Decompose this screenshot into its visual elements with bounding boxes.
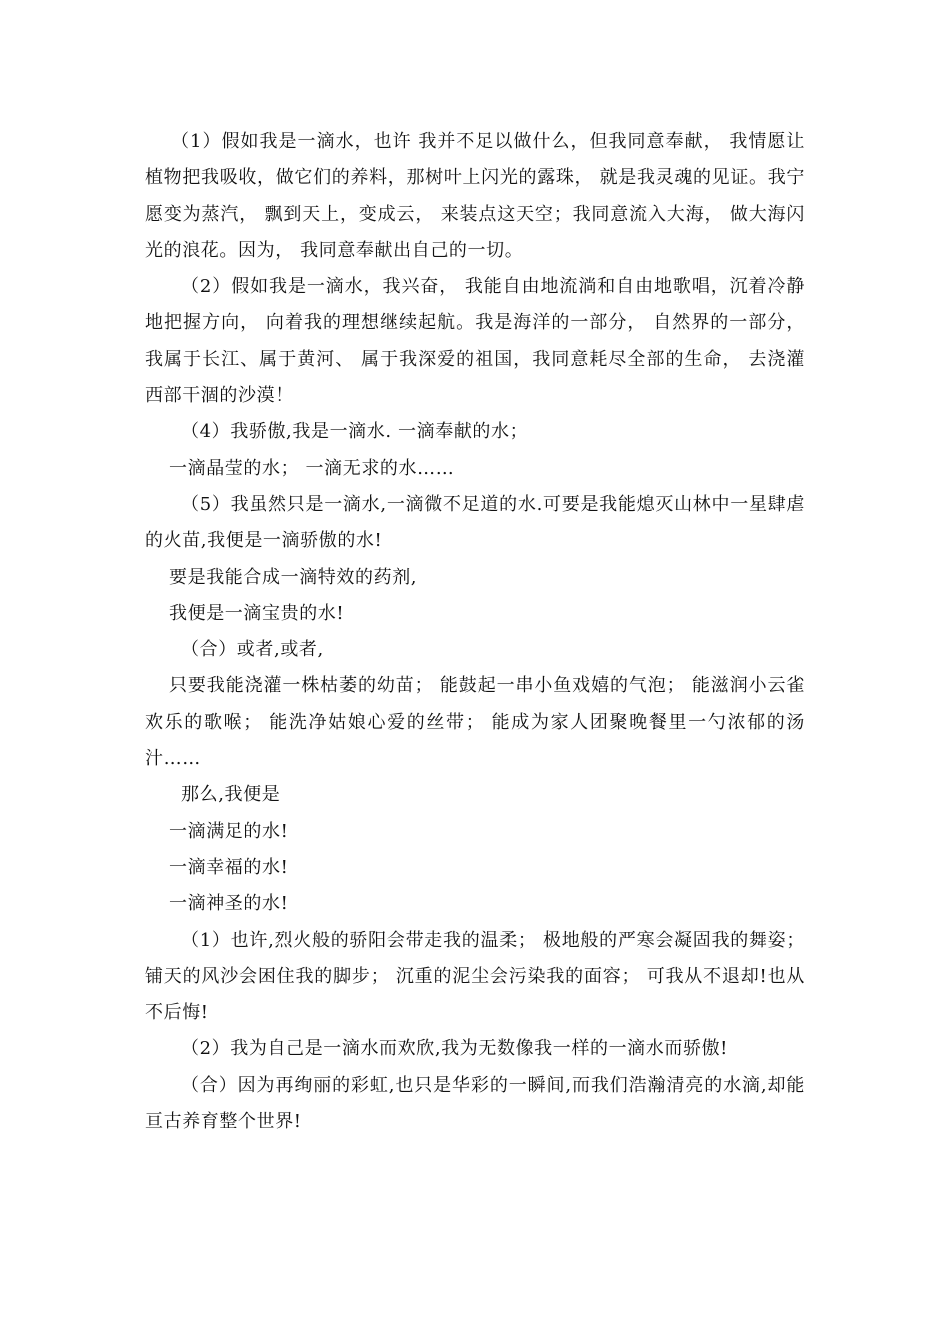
paragraph-15: （2）我为自己是一滴水而欢欣,我为无数像我一样的一滴水而骄傲!	[181, 1038, 729, 1060]
paragraph-1: （1）假如我是一滴水，也许 我并不足以做什么，但我同意奉献， 我情愿让植物把我吸收，做它们的养料，那树叶上闪光的露珠， 就是我灵魂的见证。我宁愿变为蒸汽， 飘到天上，变成云， 来装点这天空；我同意流入大海， 做大海闪光的浪花。因为， 我同意奉献出自己的一切。	[145, 131, 805, 261]
paragraph-11: 一滴满足的水!	[169, 820, 289, 842]
paragraph-12: 一滴幸福的水!	[169, 856, 289, 878]
paragraph-3: （4）我骄傲,我是一滴水. 一滴奉献的水；	[181, 421, 529, 443]
paragraph-13: 一滴神圣的水!	[169, 893, 289, 915]
paragraph-16: （合）因为再绚丽的彩虹,也只是华彩的一瞬间,而我们浩瀚清亮的水滴,却能亘古养育整个世界!	[145, 1074, 805, 1133]
paragraph-6: 要是我能合成一滴特效的药剂,	[169, 566, 418, 588]
paragraph-7: 我便是一滴宝贵的水!	[169, 602, 345, 624]
paragraph-8: （合）或者,或者,	[181, 639, 324, 661]
document-page	[145, 124, 805, 1140]
paragraph-10: 那么,我便是	[181, 784, 281, 806]
paragraph-5: （5）我虽然只是一滴水,一滴微不足道的水.可要是我能熄灭山林中一星肆虐的火苗,我便是一滴骄傲的水!	[145, 493, 805, 552]
paragraph-9: 只要我能浇灌一株枯萎的幼苗； 能鼓起一串小鱼戏嬉的气泡； 能滋润小云雀欢乐的歌喉； 能洗净姑娘心爱的丝带； 能成为家人团聚晚餐里一勺浓郁的汤汁……	[145, 675, 805, 770]
paragraph-2: （2）假如我是一滴水，我兴奋， 我能自由地流淌和自由地歌唱，沉着冷静地把握方向， 向着我的理想继续起航。我是海洋的一部分， 自然界的一部分，我属于长江、属于黄河、 属于我深爱的祖国，我同意耗尽全部的生命， 去浇灌西部干涸的沙漠！	[145, 276, 805, 407]
paragraph-14: （1）也许,烈火般的骄阳会带走我的温柔； 极地般的严寒会凝固我的舞姿； 铺天的风沙会困住我的脚步； 沉重的泥尘会污染我的面容； 可我从不退却!也从不后悔!	[145, 929, 805, 1024]
paragraph-4: 一滴晶莹的水； 一滴无求的水……	[169, 457, 455, 479]
